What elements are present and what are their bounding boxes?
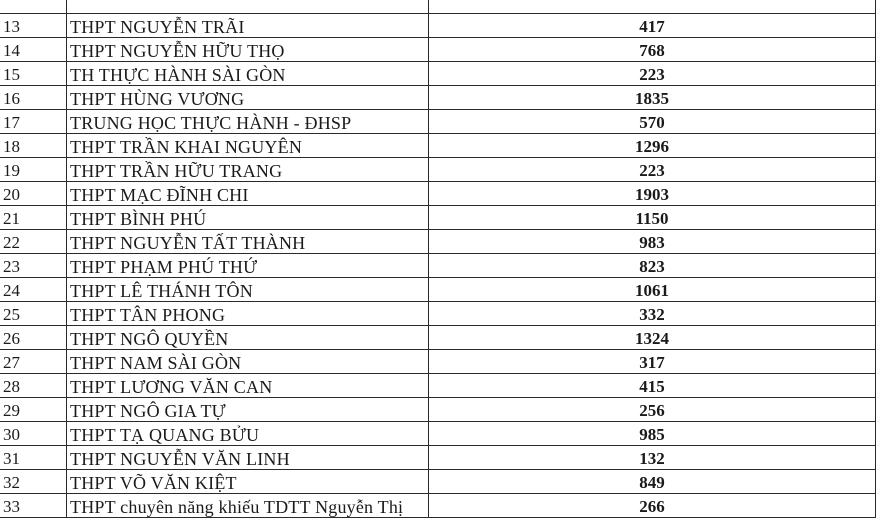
row-number: 23: [0, 254, 67, 278]
table-row: [0, 110, 876, 134]
school-name: THPT VÕ VĂN KIỆT: [67, 470, 429, 494]
table-row: [0, 326, 876, 350]
table-row: [0, 62, 876, 86]
row-number: 25: [0, 302, 67, 326]
table-row: [0, 470, 876, 494]
row-number: 14: [0, 38, 67, 62]
table-row: [0, 206, 876, 230]
student-count: 1150: [429, 206, 876, 230]
student-count: 1324: [429, 326, 876, 350]
table-row: [0, 0, 876, 14]
table-row: [0, 350, 876, 374]
table-row: [0, 14, 876, 38]
student-count: 317: [429, 350, 876, 374]
table-row: [0, 182, 876, 206]
table-row: [0, 230, 876, 254]
row-number: 16: [0, 86, 67, 110]
row-number: 32: [0, 470, 67, 494]
student-count: 266: [429, 494, 876, 518]
row-number: 21: [0, 206, 67, 230]
student-count: 1903: [429, 182, 876, 206]
row-number: 18: [0, 134, 67, 158]
student-count: 332: [429, 302, 876, 326]
school-name: THPT NGUYỄN VĂN LINH: [67, 446, 429, 470]
row-number: 22: [0, 230, 67, 254]
school-name: THPT BÌNH PHÚ: [67, 206, 429, 230]
school-name: TH THỰC HÀNH SÀI GÒN: [67, 62, 429, 86]
school-name: TRUNG HỌC THỰC HÀNH - ĐHSP: [67, 110, 429, 134]
row-number: 24: [0, 278, 67, 302]
table-row: [0, 422, 876, 446]
student-count: 849: [429, 470, 876, 494]
student-count: 417: [429, 14, 876, 38]
school-name: THPT NGUYỄN TẤT THÀNH: [67, 230, 429, 254]
table-row: [0, 254, 876, 278]
row-number: 19: [0, 158, 67, 182]
table-row: [0, 158, 876, 182]
row-number: 33: [0, 494, 67, 518]
row-number: 20: [0, 182, 67, 206]
table-row: [0, 38, 876, 62]
school-name: THPT TRẦN HỮU TRANG: [67, 158, 429, 182]
student-count: 570: [429, 110, 876, 134]
school-name: THPT NGÔ GIA TỰ: [67, 398, 429, 422]
school-name: THPT NGÔ QUYỀN: [67, 326, 429, 350]
student-count: 132: [429, 446, 876, 470]
table-row: [0, 494, 876, 518]
table-row: [0, 446, 876, 470]
row-number: 13: [0, 14, 67, 38]
school-name: THPT LƯƠNG VĂN CAN: [67, 374, 429, 398]
student-count: 1835: [429, 86, 876, 110]
school-name: THPT PHẠM PHÚ THỨ: [67, 254, 429, 278]
school-name: THPT TRẦN KHAI NGUYÊN: [67, 134, 429, 158]
student-count: 1296: [429, 134, 876, 158]
row-number: 30: [0, 422, 67, 446]
school-name: THPT MẠC ĐĨNH CHI: [67, 182, 429, 206]
row-number: 15: [0, 62, 67, 86]
school-name: THPT NGUYỄN TRÃI: [67, 14, 429, 38]
student-count: 256: [429, 398, 876, 422]
school-name: THPT chuyên năng khiếu TDTT Nguyễn Thị: [67, 494, 429, 518]
table-row: [0, 398, 876, 422]
row-number: 31: [0, 446, 67, 470]
school-name: THPT TẠ QUANG BỬU: [67, 422, 429, 446]
table-row: [0, 374, 876, 398]
student-count: 1061: [429, 278, 876, 302]
table-row: [0, 278, 876, 302]
school-name: THPT NAM SÀI GÒN: [67, 350, 429, 374]
student-count: 823: [429, 254, 876, 278]
school-name: THPT HÙNG VƯƠNG: [67, 86, 429, 110]
row-number: 27: [0, 350, 67, 374]
student-count: 223: [429, 62, 876, 86]
student-count: [429, 0, 876, 14]
table-row: [0, 86, 876, 110]
student-count: 983: [429, 230, 876, 254]
school-name: THPT NGUYỄN HỮU THỌ: [67, 38, 429, 62]
table-row: [0, 134, 876, 158]
school-name: THPT LÊ THÁNH TÔN: [67, 278, 429, 302]
row-number: 26: [0, 326, 67, 350]
row-number: 17: [0, 110, 67, 134]
student-count: 768: [429, 38, 876, 62]
row-number: 29: [0, 398, 67, 422]
row-number: [0, 0, 67, 14]
student-count: 985: [429, 422, 876, 446]
table-row: [0, 302, 876, 326]
school-name: [67, 0, 429, 14]
student-count: 223: [429, 158, 876, 182]
school-name: THPT TÂN PHONG: [67, 302, 429, 326]
student-count: 415: [429, 374, 876, 398]
row-number: 28: [0, 374, 67, 398]
